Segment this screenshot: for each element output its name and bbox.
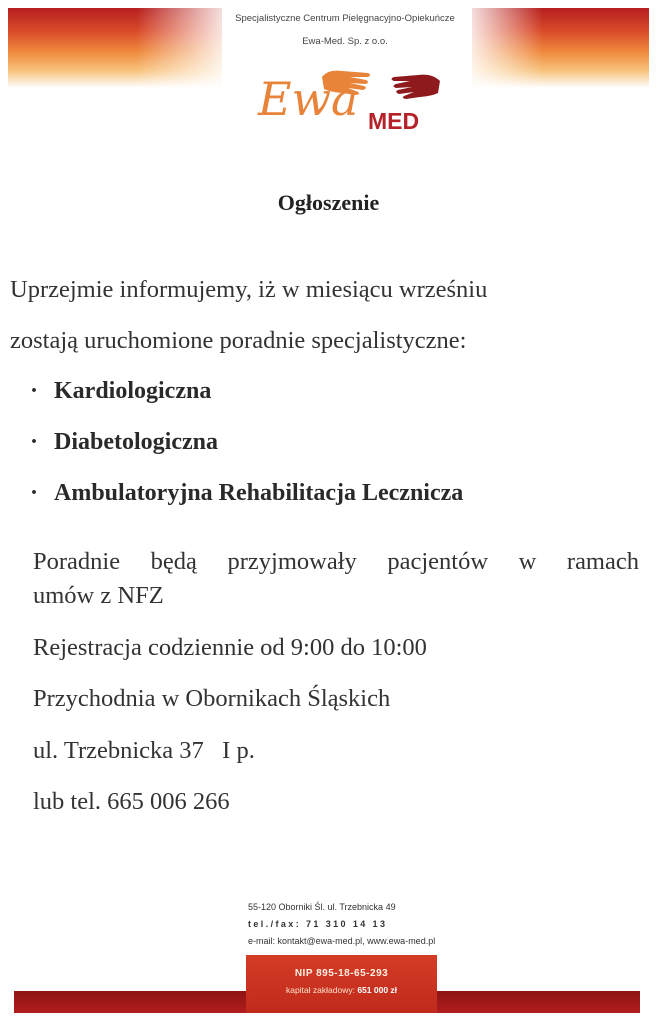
bullet-icon: ·	[30, 480, 39, 506]
share-capital	[246, 985, 437, 995]
registration-hours: Rejestracja codziennie od 9:00 do 10:00	[33, 634, 427, 661]
footer-band-left	[14, 991, 246, 1013]
footer-address: 55-120 Oborniki Śl. ul. Trzebnicka 49	[248, 902, 396, 912]
svg-text:MED: MED	[368, 108, 420, 134]
company-short-name: Ewa-Med. Sp. z o.o.	[302, 36, 388, 47]
page-title: Ogłoszenie	[277, 190, 380, 215]
clinic-item	[30, 429, 218, 456]
header-gradient-right	[472, 8, 649, 88]
footer-tel-fax: tel./fax: 71 310 14 13	[248, 919, 388, 929]
clinic-location: Przychodnia w Obornikach Śląskich	[33, 685, 391, 712]
bullet-icon: ·	[30, 429, 39, 455]
ewamed-logo	[250, 55, 460, 135]
header-gradient-left	[8, 8, 222, 88]
clinic-label: Kardiologiczna	[54, 378, 212, 404]
nip-number: NIP 895-18-65-293	[294, 968, 389, 979]
footer-email-www: e-mail: kontakt@ewa-med.pl, www.ewa-med.pl	[248, 936, 436, 946]
company-full-name: Specjalistyczne Centrum Pielęgnacyjno-Opiekuńcze	[235, 13, 455, 24]
svg-text:Ewa: Ewa	[258, 72, 359, 126]
clinic-item	[30, 480, 463, 507]
contract-line-2: umów z NFZ	[33, 582, 164, 609]
street-address: ul. Trzebnicka 37 I p.	[33, 737, 255, 764]
clinic-label: Diabetologiczna	[54, 429, 218, 455]
intro-line-1: Uprzejmie informujemy, iż w miesiącu wrześniu	[10, 276, 488, 303]
phone-number: lub tel. 665 006 266	[33, 788, 230, 815]
clinic-label: Ambulatoryjna Rehabilitacja Lecznicza	[54, 480, 464, 506]
intro-line-2: zostają uruchomione poradnie specjalistyczne:	[10, 327, 467, 354]
company-registration-box	[246, 955, 437, 1013]
share-capital-value: 651 000 zł	[357, 985, 398, 995]
share-capital-label: kapitał zakładowy:	[285, 985, 355, 995]
contract-line-1: Poradnie będą przyjmowały pacjentów w ramach	[33, 548, 639, 575]
bullet-icon: ·	[30, 378, 39, 404]
clinic-item	[30, 378, 211, 405]
footer-band-right	[437, 991, 640, 1013]
